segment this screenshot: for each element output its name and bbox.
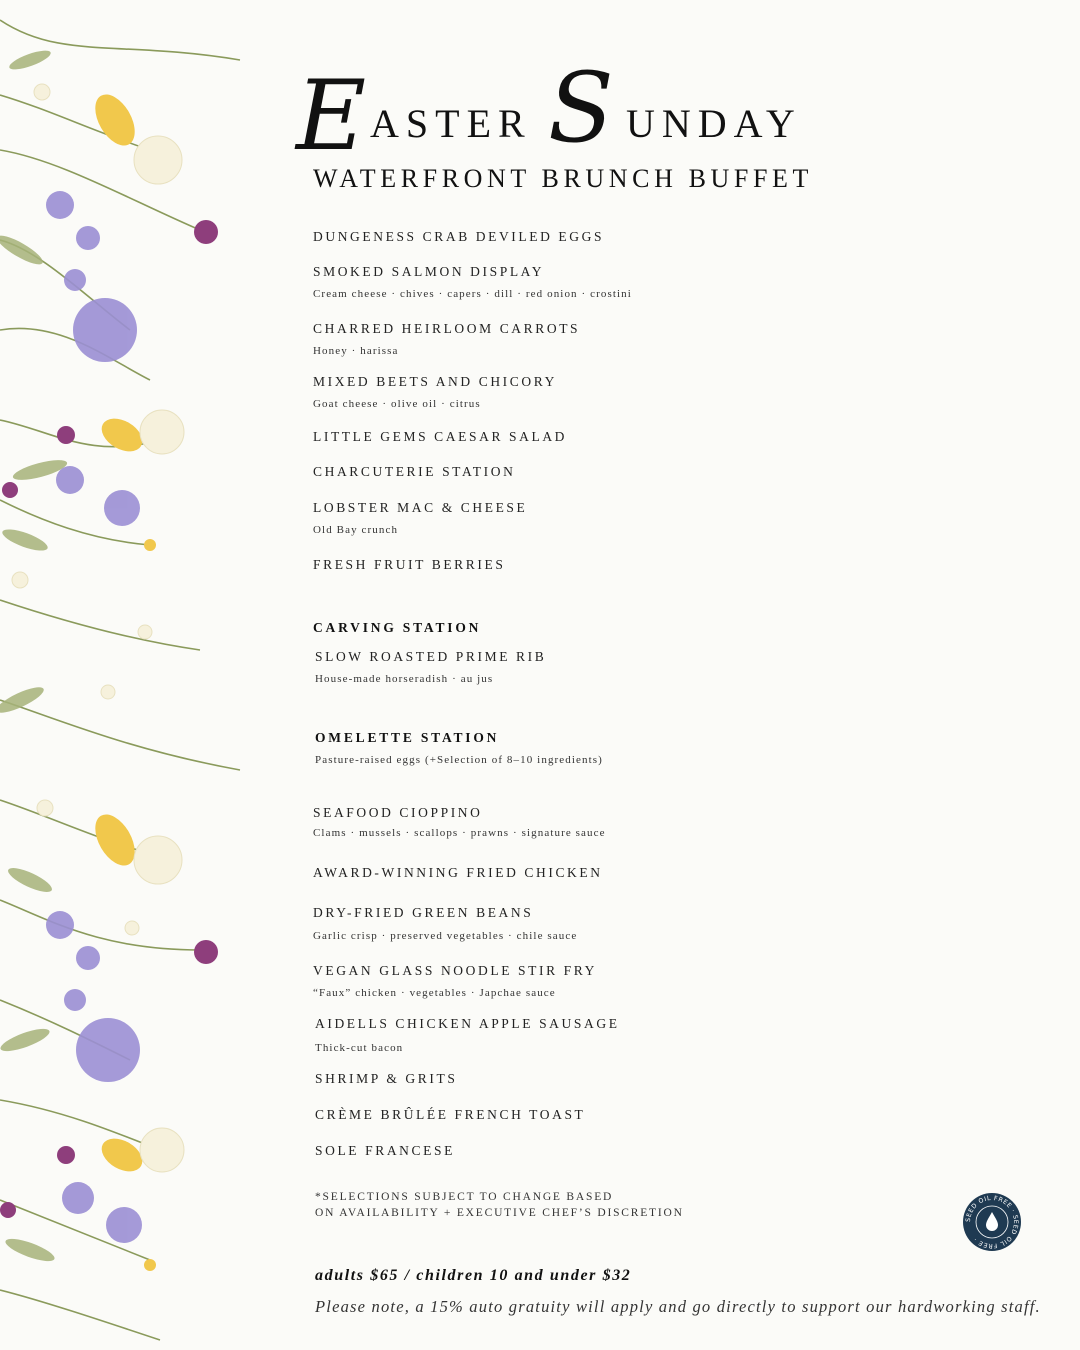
title-word-unday: UNDAY <box>626 101 802 146</box>
menu-item-name: SEAFOOD CIOPPINO <box>313 805 483 820</box>
menu-item-name: SHRIMP & GRITS <box>315 1071 458 1086</box>
pricing: adults $65 / children 10 and under $32 <box>315 1267 632 1284</box>
page-subtitle: WATERFRONT BRUNCH BUFFET <box>313 164 813 193</box>
menu-item-name: MIXED BEETS AND CHICORY <box>313 374 557 389</box>
floral-border-illustration <box>0 0 260 1350</box>
availability-note-line: *SELECTIONS SUBJECT TO CHANGE BASED <box>315 1191 614 1203</box>
menu-item-desc: “Faux” chicken · vegetables · Japchae sauce <box>313 987 556 999</box>
menu-item-name: CHARRED HEIRLOOM CARROTS <box>313 321 581 336</box>
menu-item-desc: Clams · mussels · scallops · prawns · signature sauce <box>313 827 606 839</box>
carving-item-desc: House-made horseradish · au jus <box>315 673 494 685</box>
title-initial-e: E <box>296 60 367 172</box>
availability-note-line: ON AVAILABILITY + EXECUTIVE CHEF’S DISCRETION <box>315 1207 684 1219</box>
menu-item-name: FRESH FRUIT BERRIES <box>313 557 506 572</box>
menu-item-desc: Cream cheese · chives · capers · dill · red onion · crostini <box>313 288 632 300</box>
seed-oil-free-badge-icon <box>962 1192 1022 1252</box>
menu-item-name: LOBSTER MAC & CHEESE <box>313 500 528 515</box>
menu-item-name: SMOKED SALMON DISPLAY <box>313 264 545 279</box>
menu-item-name: DRY-FRIED GREEN BEANS <box>313 905 534 920</box>
title-initial-s: S <box>548 52 614 164</box>
omelette-station-heading: OMELETTE STATION <box>315 730 500 745</box>
badge-text: SEED OIL FREE · SEED OIL FREE · <box>964 1194 1020 1250</box>
menu-item-desc: Goat cheese · olive oil · citrus <box>313 398 481 410</box>
page-title <box>296 52 856 172</box>
carving-item-name: SLOW ROASTED PRIME RIB <box>315 649 547 664</box>
menu-item-desc: Garlic crisp · preserved vegetables · chile sauce <box>313 930 578 942</box>
menu-item-name: CHARCUTERIE STATION <box>313 464 516 479</box>
gratuity-note: Please note, a 15% auto gratuity will apply and go directly to support our hardworking staff. <box>315 1297 1041 1316</box>
availability-note <box>315 1189 684 1221</box>
menu-item-desc: Old Bay crunch <box>313 524 399 536</box>
carving-station-heading: CARVING STATION <box>313 620 482 635</box>
menu-item-name: VEGAN GLASS NOODLE STIR FRY <box>313 963 597 978</box>
title-word-aster: ASTER <box>370 101 532 146</box>
menu-item-name: CRÈME BRÛLÉE FRENCH TOAST <box>315 1107 586 1122</box>
menu-item-name: AWARD-WINNING FRIED CHICKEN <box>313 865 603 880</box>
menu-item-name: DUNGENESS CRAB DEVILED EGGS <box>313 229 605 244</box>
omelette-item-desc: Pasture-raised eggs (+Selection of 8–10 ingredients) <box>315 754 603 766</box>
menu-item-desc: Honey · harissa <box>313 345 399 357</box>
menu-item-name: LITTLE GEMS CAESAR SALAD <box>313 429 568 444</box>
menu-item-name: AIDELLS CHICKEN APPLE SAUSAGE <box>315 1016 620 1031</box>
menu-item-desc: Thick-cut bacon <box>315 1042 404 1054</box>
menu-item-name: SOLE FRANCESE <box>315 1143 455 1158</box>
